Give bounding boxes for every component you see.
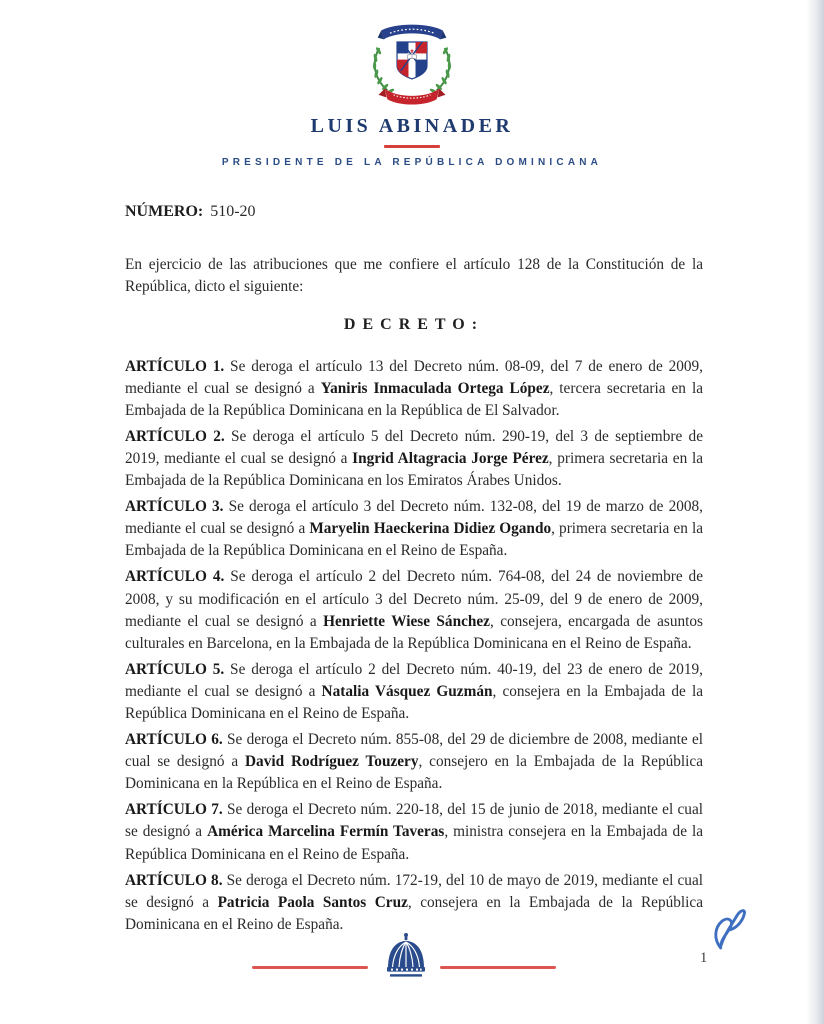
person-name: Natalia Vásquez Guzmán bbox=[321, 682, 493, 700]
decree-heading: DECRETO: bbox=[343, 315, 485, 333]
article-text: Se deroga el artículo 2 del Decreto núm. 40-19, del 23 de enero de 2019, mediante el cual se designó a bbox=[125, 660, 703, 700]
article-text: Se deroga el artículo 13 del Decreto núm. 08-09, del 7 de enero de 2009, mediante el cual se designó a bbox=[125, 357, 703, 397]
article-label: ARTÍCULO 8. bbox=[125, 871, 223, 889]
article-paragraph bbox=[125, 799, 703, 865]
articles bbox=[125, 356, 703, 936]
document-number-label: NÚMERO: bbox=[125, 203, 204, 220]
document-number bbox=[125, 201, 703, 223]
article-text: , consejera, encargada de asuntos culturales en Barcelona, en la Embajada de la República Dominicana en el Reino de España. bbox=[125, 612, 703, 652]
person-name: Ingrid Altagracia Jorge Pérez bbox=[352, 449, 549, 467]
article-paragraph bbox=[125, 566, 703, 654]
document-header bbox=[0, 0, 824, 168]
article-text: , consejero en la Embajada de la República Dominicana en la República en el Reino de España. bbox=[125, 753, 703, 793]
article-label: ARTÍCULO 1. bbox=[125, 357, 225, 375]
footer-line-right bbox=[440, 966, 556, 969]
article-paragraph bbox=[125, 729, 703, 795]
article-label: ARTÍCULO 7. bbox=[125, 801, 223, 819]
national-palace-dome-icon bbox=[383, 931, 429, 983]
article-paragraph bbox=[125, 659, 703, 725]
intro-paragraph: En ejercicio de las atribuciones que me confiere el artículo 128 de la Constitución de la República, dicto el siguiente: bbox=[125, 256, 703, 296]
person-name: Maryelin Haeckerina Didiez Ogando bbox=[309, 520, 552, 538]
person-name: Patricia Paola Santos Cruz bbox=[217, 893, 408, 911]
president-title: PRESIDENTE DE LA REPÚBLICA DOMINICANA bbox=[221, 157, 603, 168]
article-text: , consejera en la Embajada de la República Dominicana en el Reino de España. bbox=[125, 682, 704, 722]
person-name: América Marcelina Fermín Taveras bbox=[207, 823, 445, 841]
article-text: Se deroga el Decreto núm. 172-19, del 10 de mayo de 2019, mediante el cual se designó a bbox=[125, 871, 703, 911]
article-text: Se deroga el artículo 3 del Decreto núm. 132-08, del 19 de marzo de 2008, mediante el cual se designó a bbox=[125, 498, 703, 538]
person-name: Henriette Wiese Sánchez bbox=[323, 612, 490, 630]
article-label: ARTÍCULO 3. bbox=[125, 498, 224, 516]
red-divider bbox=[384, 145, 440, 148]
article-text: , consejera en la Embajada de la República Dominicana en el Reino de España. bbox=[125, 893, 703, 933]
person-name: Yaniris Inmaculada Ortega López bbox=[320, 379, 550, 397]
article-text: , tercera secretaria en la Embajada de la República Dominicana en la República de El Salvador. bbox=[125, 379, 703, 419]
handwritten-initials-icon bbox=[707, 897, 755, 957]
person-name: David Rodríguez Touzery bbox=[245, 753, 419, 771]
article-text: , primera secretaria en la Embajada de la República Dominicana en el Reino de España. bbox=[125, 520, 703, 560]
article-text: , primera secretaria en la Embajada de la República Dominicana en los Emiratos Árabes Unidos. bbox=[125, 449, 703, 490]
document-number-value: 510-20 bbox=[210, 203, 256, 220]
president-name: LUIS ABINADER bbox=[310, 115, 514, 137]
footer-line-left bbox=[252, 966, 368, 969]
article-label: ARTÍCULO 4. bbox=[125, 568, 225, 586]
article-text: Se deroga el artículo 5 del Decreto núm. 290-19, del 3 de septiembre de 2019, mediante el cual se designó a bbox=[125, 427, 703, 467]
article-paragraph bbox=[125, 426, 703, 492]
article-label: ARTÍCULO 6. bbox=[125, 731, 223, 749]
decree-body bbox=[0, 201, 824, 936]
article-paragraph bbox=[125, 870, 703, 936]
page-number: 1 bbox=[700, 950, 708, 966]
article-label: ARTÍCULO 2. bbox=[125, 427, 225, 445]
article-paragraph bbox=[125, 496, 703, 562]
article-text: Se deroga el Decreto núm. 855-08, del 29 de diciembre de 2008, mediante el cual se designó a bbox=[125, 731, 703, 771]
article-text: Se deroga el artículo 2 del Decreto núm. 764-08, del 24 de noviembre de 2008, y su modificación en el artículo 3 del Decreto núm. 25-09, del 9 de enero de 2009, mediante el cual se designó a bbox=[125, 568, 703, 630]
article-paragraph bbox=[125, 356, 703, 422]
article-label: ARTÍCULO 5. bbox=[125, 660, 225, 678]
article-text: , ministra consejera en la Embajada de la República Dominicana en el Reino de España. bbox=[125, 823, 704, 863]
coat-of-arms-icon bbox=[363, 20, 461, 108]
article-text: Se deroga el Decreto núm. 220-18, del 15 de junio de 2018, mediante el cual se designó a bbox=[125, 801, 703, 841]
